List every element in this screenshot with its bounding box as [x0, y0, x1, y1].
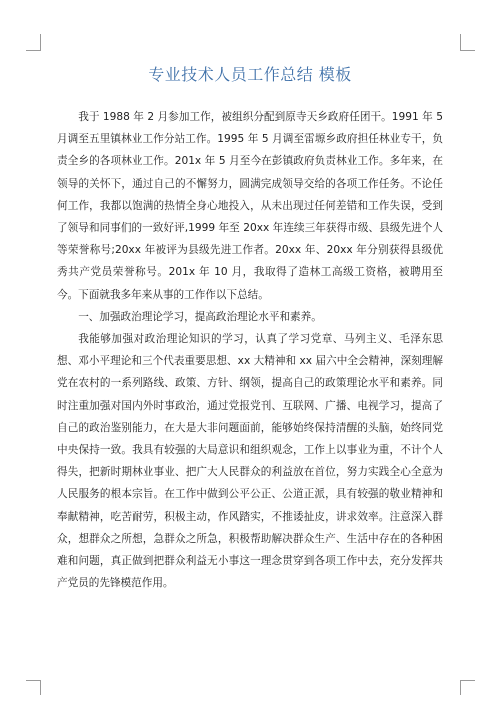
- section-heading-1: 一、加强政治理论学习，提高政治理论水平和素养。: [78, 310, 322, 323]
- crop-mark-bottom-left: [26, 680, 41, 695]
- document-body: [57, 106, 443, 594]
- crop-mark-top-left: [26, 34, 41, 51]
- crop-mark-top-right: [460, 34, 475, 51]
- document-title: 专业技术人员工作总结 模板: [148, 65, 352, 84]
- paragraph-intro: 我于 1988 年 2 月参加工作，被组织分配到原寺天乡政府任团干。1991 年 5 月调至五里镇林业工作分站工作。1995 年 5 月调至雷塬乡政府担任林业专干，负责全乡的各项林业工作。201x 年 5 月至今在彭镇政府负责林业工作。多年来，在领导的关怀下，通过自己的不懈努力，圆满完成领导交给的各项工作任务。不论任何工作，我都以饱满的热情全身心地投入，从未出现过任何差错和工作失误，受到了领导和同事们的一致好评,1999 年至 20xx 年连续三年获得市级、县级先进个人等荣誉称号;20xx 年被评为县级先进工作者。20xx 年、20xx 年分别获得县级优秀共产党员荣誉称号。201x 年 10 月，我取得了造林工高级工资格，被聘用至今。下面就我多年来从事的工作作以下总结。: [57, 111, 443, 301]
- crop-mark-bottom-right: [460, 680, 475, 695]
- paragraph-section-1: 我能够加强对政治理论知识的学习，认真了学习党章、马列主义、毛泽东思想、邓小平理论和三个代表重要思想、xx 大精神和 xx 届六中全会精神，深刻理解党在农村的一系列路线、政策、方针、纲领，提高自己的政策理论水平和素养。同时注重加强对国内外时事政治，通过党报党刊、互联网、广播、电视学习，提高了自己的政治鉴别能力，在大是大非问题面前，能够始终保持清醒的头脑，始终同党中央保持一致。我具有较强的大局意识和组织观念，工作上以事业为重，不计个人得失，把新时期林业事业、把广大人民群众的利益放在首位，努力实践全心全意为人民服务的根本宗旨。在工作中做到公平公正、公道正派，具有较强的敬业精神和奉献精神，吃苦耐劳，积极主动，作风踏实，不推诿扯皮，讲求效率。注意深入群众，想群众之所想，急群众之所急，积极帮助解决群众生产、生活中存在的各种困难和问题，真正做到把群众利益无小事这一理念贯穿到各项工作中去，充分发挥共产党员的先锋模范作用。: [57, 333, 443, 590]
